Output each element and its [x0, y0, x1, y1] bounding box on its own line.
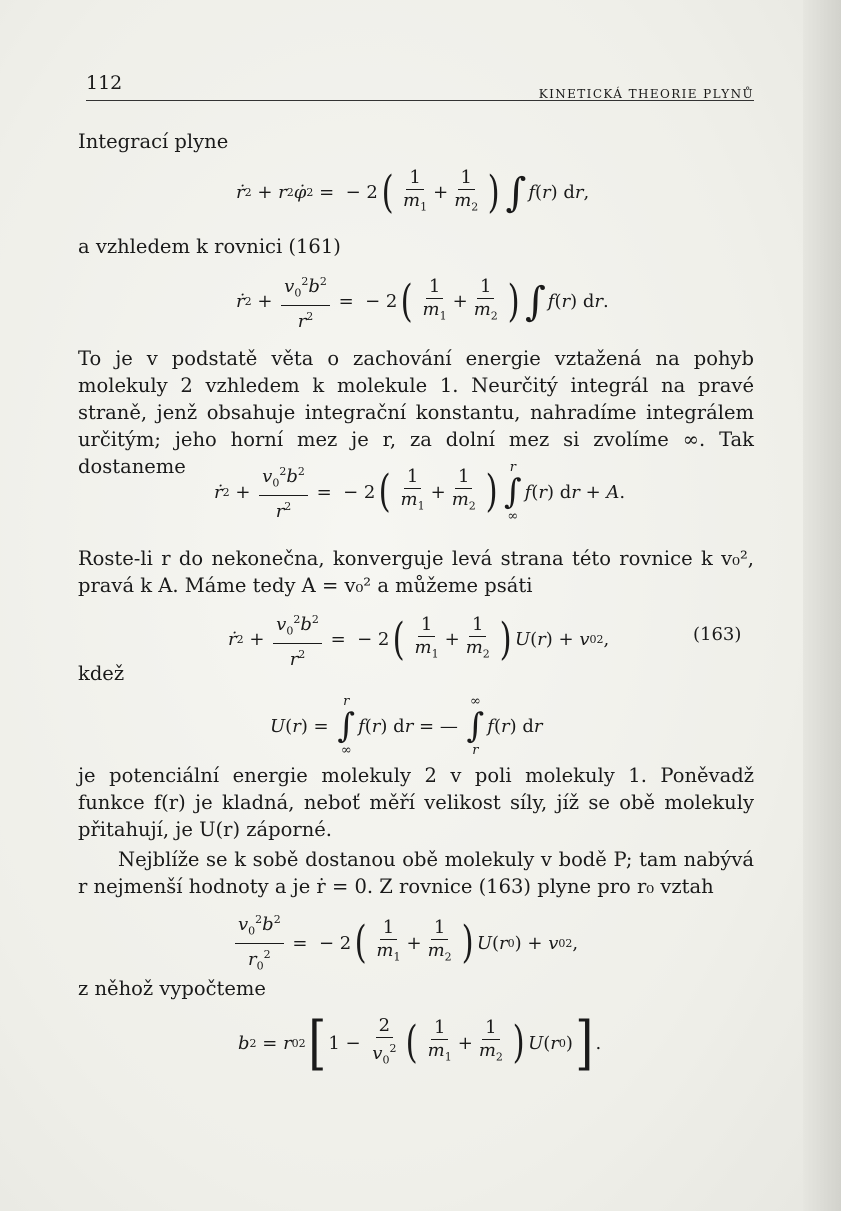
integral2-upper-limit: ∞ [469, 694, 481, 709]
equation-potential: U ( r ) = r ∫ ∞ f ( r ) d r = — ∞ ∫ r f ( r ) d r [270, 694, 543, 758]
equation-energy-2: ṙ 2 + $\frac{v_0^2b^2}{r^2}$ = − 2 ( $\frac{1}{m_1}$ + $\frac{1}{m_2}$ ) ∫ f ( r ) d r . [236, 272, 609, 332]
paragraph-closest-approach: Nejblíže se k sobě dostanou obě molekuly v bodě P; tam nabývá r nejmenší hodnoty a je ṙ = 0. Z rovnice (163) plyne pro r₀ vztah [78, 848, 754, 898]
paragraph-intro: Integrací plyne [78, 130, 229, 153]
paragraph-kdez: kdež [78, 662, 125, 685]
page-number: 112 [86, 72, 123, 94]
equation-163: ṙ 2 + $\frac{v_0^2b^2}{r^2}$ = − 2 ( $\frac{1}{m_1}$ + $\frac{1}{m_2}$ ) U ( r ) + v 0 2 , [228, 610, 609, 670]
paragraph-z-nehoz: z něhož vypočteme [78, 977, 266, 1000]
equation-definite-integral: ṙ 2 + $\frac{v_0^2b^2}{r^2}$ = − 2 ( $\frac{1}{m_1}$ + $\frac{1}{m_2}$ ) r ∫ ∞ f ( r ) d r + A . [214, 460, 626, 524]
paragraph-limit: Roste-li r do nekonečna, konverguje levá strana této rovnice k v₀², pravá k A. Máme tedy A = v₀² a můžeme psáti [78, 547, 754, 597]
page-edge [803, 0, 841, 1211]
integral-upper-limit: r [509, 460, 516, 475]
equation-impact-parameter: b 2 = r 0 2 [ 1 − $\frac{2}{v_0^2}$ ( $\frac{1}{m_1}$ + $\frac{1}{m_2}$ ) U ( r 0 ) ] . [238, 1009, 602, 1077]
page-header [86, 70, 754, 101]
paragraph-vzhledem: a vzhledem k rovnici (161) [78, 235, 341, 258]
paragraph-energy-conservation: To je v podstatě věta o zachování energie vztažená na pohyb molekuly 2 vzhledem k molekule 1. Neurčitý integrál na pravé straně, jenž obsahuje integrační konstantu, nahradíme integrálem určitým; jeho horní mez je r, za dolní mez si zvolíme ∞. Tak dostaneme [78, 347, 754, 478]
equation-r0: $\frac{v_0^2b^2}{r_0^2}$ = − 2 ( $\frac{1}{m_1}$ + $\frac{1}{m_2}$ ) U ( r 0 ) + v 0 2 , [232, 910, 578, 976]
equation-energy-1: ṙ 2 + r 2 φ̇ 2 = − 2 ( $\frac{1}{m_1}$ + $\frac{1}{m_2}$ ) ∫ f ( r ) d r , [236, 166, 590, 218]
integral-lower-limit: ∞ [507, 509, 519, 524]
paragraph-potential-energy: je potenciální energie molekuly 2 v poli molekuly 1. Poněvadž funkce f(r) je kladná, neboť měří velikost síly, jíž se obě molekuly přitahují, je U(r) záporné. [78, 764, 754, 841]
integral2-lower-limit: r [472, 743, 479, 758]
equation-number: (163) [693, 624, 742, 645]
running-title: KINETICKÁ THEORIE PLYNŮ [538, 87, 754, 101]
